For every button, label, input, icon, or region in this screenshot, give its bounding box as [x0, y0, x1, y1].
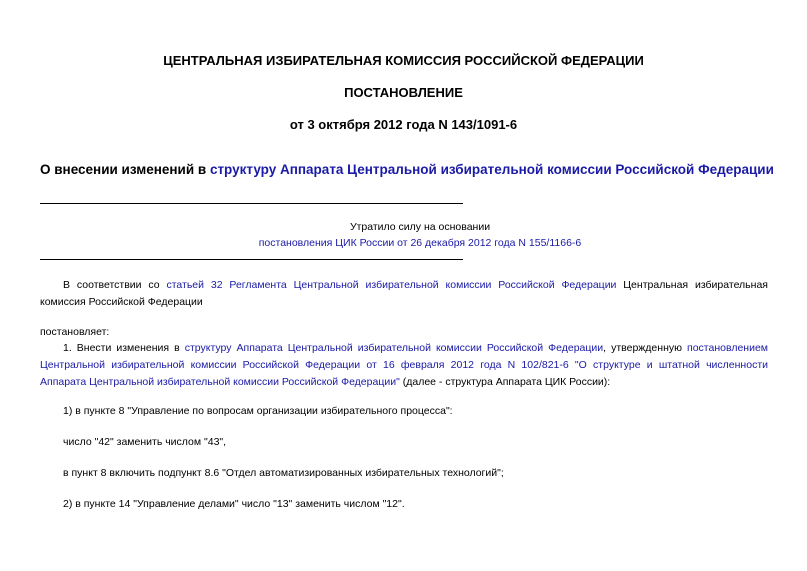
regulation-article-link[interactable]: статьей 32 Регламента Центральной избирательной комиссии Российской Федерации	[166, 279, 617, 291]
item-1-line-1	[40, 340, 768, 357]
status-note	[220, 219, 620, 251]
subitem-1: 1) в пункте 8 "Управление по вопросам организации избирательного процесса":	[63, 405, 453, 417]
top-divider	[40, 203, 463, 204]
item-1-structure-link[interactable]: структуру Аппарата Центральной избирательной комиссии Российской Федерации	[184, 342, 604, 354]
preamble-suffix: Центральная избирательная	[616, 279, 768, 291]
commission-name: ЦЕНТРАЛЬНАЯ ИЗБИРАТЕЛЬНАЯ КОМИССИЯ РОССИЙСКОЙ ФЕДЕРАЦИИ	[163, 53, 644, 68]
document-date-number: от 3 октября 2012 года N 143/1091-6	[289, 117, 518, 132]
item-1-paragraph	[40, 340, 768, 391]
subitem-1-replace: число "42" заменить числом "43",	[63, 436, 227, 448]
subitem-2: 2) в пункте 14 "Управление делами" число "13" заменить числом "12".	[63, 498, 405, 510]
preamble-paragraph	[40, 277, 768, 311]
item-1-resolution-link-a[interactable]: постановлением	[687, 342, 769, 354]
item-1-suffix: (далее - структура Аппарата ЦИК России):	[399, 376, 611, 388]
document-subject	[40, 162, 774, 177]
document-type: ПОСТАНОВЛЕНИЕ	[344, 85, 463, 100]
item-1-line-3	[40, 374, 768, 391]
status-note-link[interactable]: постановления ЦИК России от 26 декабря 2012 года N 155/1166-6	[258, 237, 582, 249]
preamble-prefix: В соответствии со	[63, 279, 167, 291]
resolves-label: постановляет:	[40, 326, 110, 338]
preamble-line-2: комиссия Российской Федерации	[40, 296, 203, 308]
subject-prefix: О внесении изменений в	[40, 162, 210, 177]
item-1-mid: , утвержденную	[603, 342, 688, 354]
bottom-divider	[40, 259, 463, 260]
preamble-line-1	[40, 277, 768, 294]
item-1-resolution-link-b[interactable]: Центральной избирательной комиссии Российской Федерации от 16 февраля 2012 года N 102/821-6 "О структуре и штатной численности	[40, 359, 768, 371]
item-1-resolution-link-c[interactable]: Аппарата Центральной избирательной комиссии Российской Федерации"	[40, 376, 400, 388]
item-1-prefix: 1. Внести изменения в	[63, 342, 185, 354]
subitem-1-include: в пункт 8 включить подпункт 8.6 "Отдел автоматизированных избирательных технологий";	[63, 467, 504, 479]
status-note-text: Утратило силу на основании	[349, 221, 491, 233]
subject-structure-link[interactable]: структуру Аппарата Центральной избирательной комиссии Российской Федерации	[209, 162, 774, 177]
item-1-line-2	[40, 357, 768, 374]
